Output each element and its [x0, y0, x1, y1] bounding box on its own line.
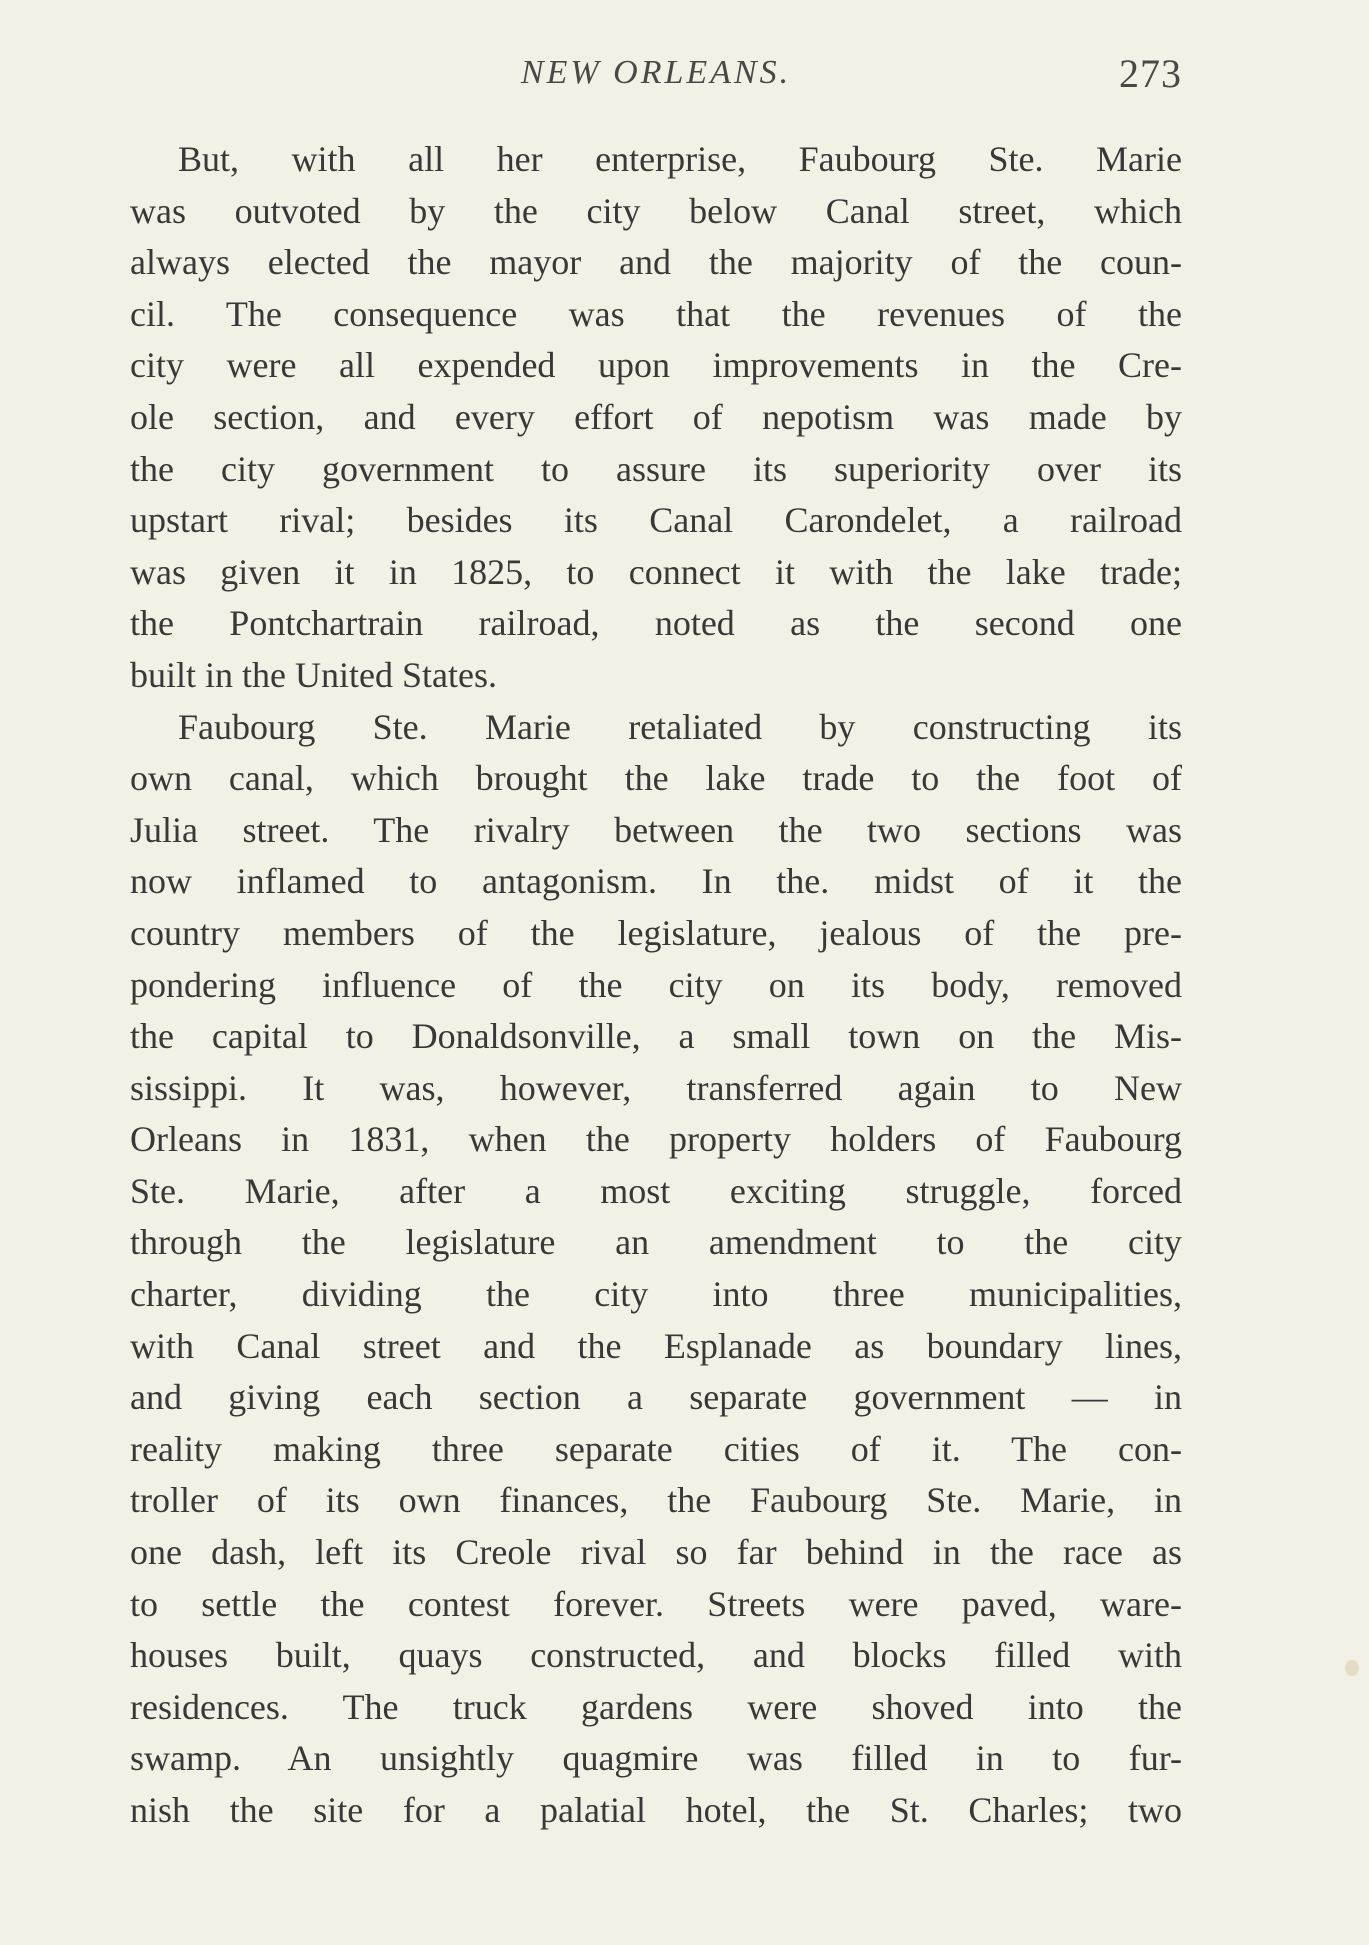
text-line: pondering influence of the city on its body, removed	[130, 964, 1182, 1005]
body-text	[130, 134, 1182, 1837]
text-line: always elected the mayor and the majority of the coun-	[130, 242, 1182, 283]
text-line: Orleans in 1831, when the property holders of Faubourg	[130, 1119, 1182, 1160]
text-line: troller of its own finances, the Faubourg Ste. Marie, in	[130, 1480, 1182, 1521]
text-line: sissippi. It was, however, transferred again to New	[130, 1067, 1182, 1108]
page-number: 273	[1119, 51, 1182, 96]
text-line: the Pontchartrain railroad, noted as the second one	[130, 603, 1182, 644]
text-line: to settle the contest forever. Streets were paved, ware-	[130, 1583, 1182, 1624]
text-line: Faubourg Ste. Marie retaliated by constructing its	[178, 706, 1182, 747]
text-line: country members of the legislature, jealous of the pre-	[130, 912, 1182, 953]
text-line: one dash, left its Creole rival so far behind in the race as	[130, 1532, 1182, 1573]
running-title: NEW ORLEANS.	[520, 54, 792, 91]
text-line: reality making three separate cities of it. The con-	[130, 1428, 1182, 1469]
text-line: was given it in 1825, to connect it with the lake trade;	[130, 551, 1182, 592]
text-line: now inflamed to antagonism. In the. midst of it the	[130, 861, 1182, 902]
text-line: city were all expended upon improvements in the Cre-	[130, 345, 1182, 386]
paper-speck	[1345, 1660, 1359, 1676]
text-line: was outvoted by the city below Canal street, which	[130, 190, 1182, 231]
text-line: built in the United States.	[130, 654, 497, 695]
running-head	[130, 46, 1182, 106]
text-line: the city government to assure its superiority over its	[130, 448, 1182, 489]
text-line: charter, dividing the city into three municipalities,	[130, 1274, 1182, 1315]
text-line: residences. The truck gardens were shoved into the	[130, 1686, 1182, 1727]
text-line: swamp. An unsightly quagmire was filled in to fur-	[130, 1738, 1182, 1779]
text-line: ole section, and every effort of nepotism was made by	[130, 396, 1182, 437]
paragraph-1	[130, 134, 1182, 702]
text-line: own canal, which brought the lake trade to the foot of	[130, 758, 1182, 799]
text-line: and giving each section a separate government — in	[130, 1377, 1182, 1418]
text-line: nish the site for a palatial hotel, the St. Charles; two	[130, 1790, 1182, 1830]
text-line: with Canal street and the Esplanade as boundary lines,	[130, 1325, 1182, 1366]
text-line: Julia street. The rivalry between the two sections was	[130, 809, 1182, 850]
text-line: through the legislature an amendment to the city	[130, 1222, 1182, 1263]
paragraph-2	[130, 702, 1182, 1837]
text-line: Ste. Marie, after a most exciting struggle, forced	[130, 1170, 1182, 1211]
text-line: houses built, quays constructed, and blocks filled with	[130, 1635, 1182, 1676]
text-line: upstart rival; besides its Canal Carondelet, a railroad	[130, 500, 1182, 541]
text-line: But, with all her enterprise, Faubourg Ste. Marie	[178, 139, 1182, 179]
text-line: cil. The consequence was that the revenues of the	[130, 293, 1182, 334]
text-line: the capital to Donaldsonville, a small town on the Mis-	[130, 1016, 1182, 1057]
